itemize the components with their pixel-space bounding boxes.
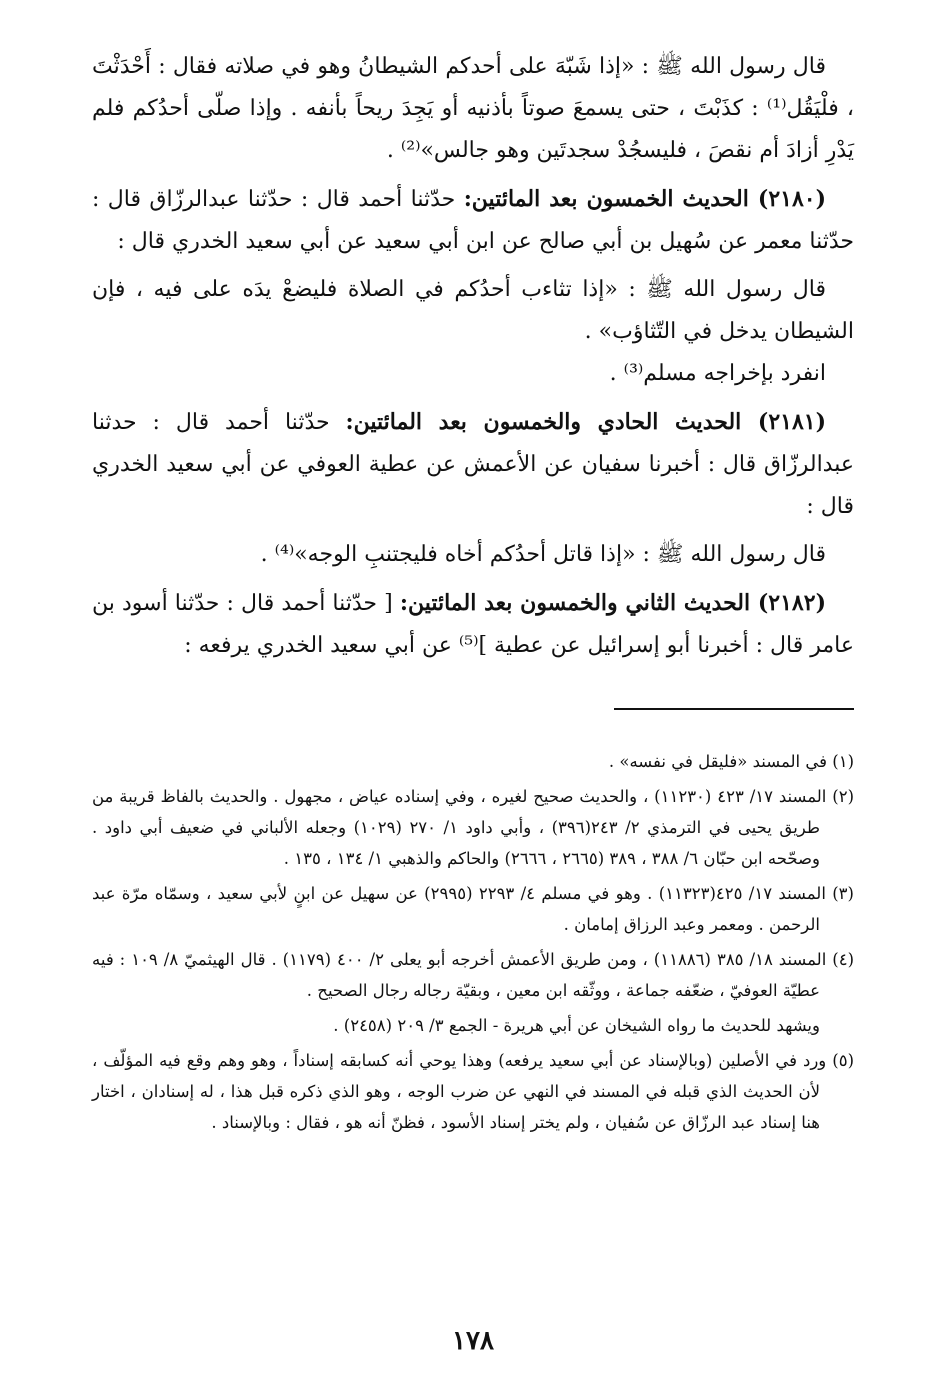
footnote-1: (١) في المسند «فليقل في نفسه» . — [608, 752, 854, 771]
hadith-2181-matn: قال رسول الله ﷺ : «إذا قاتل أحدُكم أخاه فليجتنبِ الوجه»⁽⁴⁾ . — [260, 542, 826, 567]
page-number: ١٧٨ — [452, 1326, 494, 1356]
hadith-2181-heading: (٢١٨١) الحديث الحادي والخمسون بعد المائتين: — [345, 409, 826, 435]
hadith-2180-isnad: حدّثنا أحمد قال : حدّثنا عبدالرزّاق قال : حدّثنا معمر عن سُهيل بن أبي صالح عن ابن أبي سعيد عن أبي سعيد الخدري قال : — [92, 187, 854, 254]
main-text — [92, 46, 854, 667]
footnote-4-continued: ويشهد للحديث ما رواه الشيخان عن أبي هريرة - الجمع ٣/ ٢٠٩ (٢٤٥٨) . — [333, 1016, 820, 1035]
hadith-2181 — [92, 401, 854, 528]
footnote-separator — [614, 708, 854, 710]
hadith-2181-isnad: حدّثنا أحمد قال : حدثنا عبدالرزّاق قال : أخبرنا سفيان عن الأعمش عن عطية العوفي عن أبي سعيد الخدري قال : — [92, 410, 854, 519]
hadith-2180-takhrij: انفرد بإخراجه مسلم⁽³⁾ . — [609, 361, 826, 386]
hadith-2180-matn: قال رسول الله ﷺ : «إذا تثاءب أحدُكم في الصلاة فليضعْ يدَه على فيه ، فإن الشيطان يدخل في التّثاؤب» . — [92, 277, 854, 344]
footnote-4: (٤) المسند ١٨/ ٣٨٥ (١١٨٨٦) ، ومن طريق الأعمش أخرجه أبو يعلى ٢/ ٤٠٠ (١١٧٩) . قال الهيثميّ ٨/ ١٠٩ : فيه عطيّة العوفيّ ، ضعّفه جماعة ، ووثّقه ابن معين ، وبقيّة رجاله رجال الصحيح . — [92, 950, 854, 1000]
footnotes — [92, 746, 854, 1142]
hadith-2182-isnad: [ حدّثنا أحمد قال : حدّثنا أسود بن عامر قال : أخبرنا أبو إسرائيل عن عطية ]⁽⁵⁾ عن أبي سعيد الخدري يرفعه : — [92, 591, 854, 658]
footnote-3: (٣) المسند ١٧/ ٤٢٥(١١٣٢٣) . وهو في مسلم ٤/ ٢٢٩٣ (٢٩٩٥) عن سهيل عن ابنٍ لأبي سعيد ، وسمّاه مرّة عبد الرحمن . ومعمر وعبد الرزاق إمامان . — [92, 884, 854, 934]
footnote-2: (٢) المسند ١٧/ ٤٢٣ (١١٢٣٠) ، والحديث صحيح لغيره ، وفي إسناده عياض ، مجهول . والحديث بالفاظ قريبة من طريق يحيى في الترمذي ٢/ ٢٤٣(٣٩٦) ، وأبي داود ١/ ٢٧٠ (١٠٢٩) وجعله الألباني في ضعيف أبي داود . وصحّحه ابن حبّان ٦/ ٣٨٨ ، ٣٨٩ (٢٦٦٥ ، ٢٦٦٦) والحاكم والذهبي ١/ ١٣٤ ، ١٣٥ . — [92, 787, 854, 868]
book-page — [92, 46, 854, 1356]
hadith-2180-heading: (٢١٨٠) الحديث الخمسون بعد المائتين: — [463, 186, 826, 212]
hadith-2179-matn: قال رسول الله ﷺ : «إذا شَبّهَ على أحدكم الشيطانُ وهو في صلاته فقال : أَحْدَثْتَ ، فلْيَقُل⁽¹⁾ : كذَبْتَ ، حتى يسمعَ صوتاً بأذنيه أو يَجِدَ ريحاً بأنفه . وإذا صلّى أحدُكم فلم يَدْرِ أزادَ أم نقصَ ، فليسجُدْ سجدتَين وهو جالس»⁽²⁾ . — [92, 54, 854, 163]
footnote-5: (٥) ورد في الأصلين (وبالإسناد عن أبي سعيد يرفعه) وهذا يوحي أنه كسابقه إسناداً ، وهو وهم وقع فيه المؤلّف ، لأن الحديث الذي قبله في المسند في النهي عن ضرب الوجه ، وهو الذي ذكره قبل هذا ، له إسنادان ، اختار هنا إسناد عبد الرزّاق عن سُفيان ، ولم يختر إسناد الأسود ، فظنّ أنه هو ، فقال : وبالإسناد . — [92, 1051, 854, 1132]
hadith-2182-heading: (٢١٨٢) الحديث الثاني والخمسون بعد المائتين: — [399, 590, 826, 616]
hadith-2182 — [92, 582, 854, 667]
hadith-2180 — [92, 178, 854, 263]
